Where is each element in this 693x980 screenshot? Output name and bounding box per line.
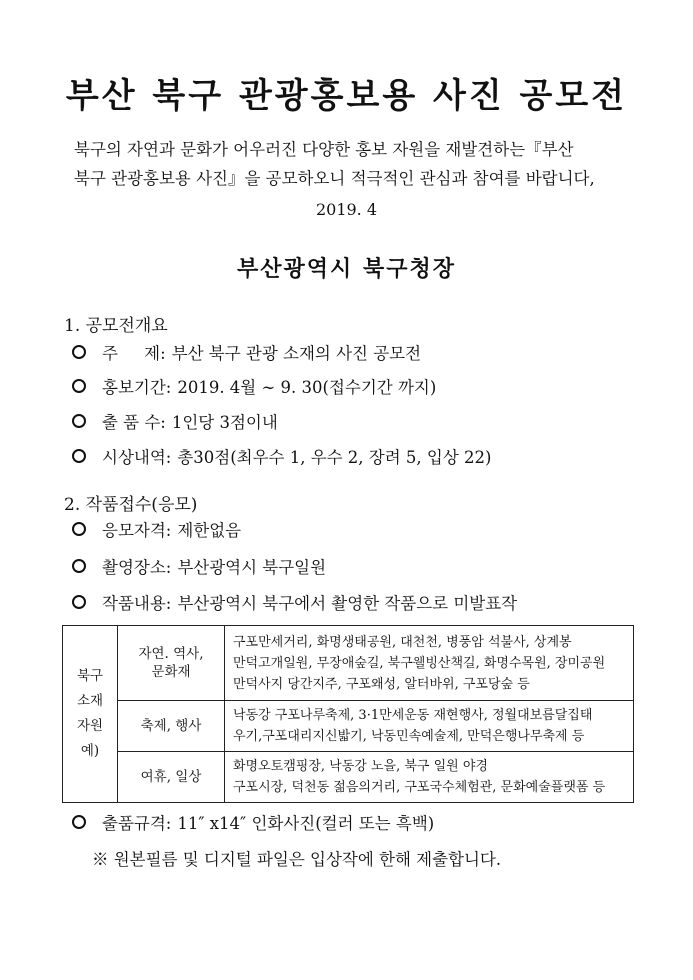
section1-item-prizes bbox=[72, 444, 491, 468]
item-value: 부산광역시 북구일원 bbox=[177, 558, 327, 577]
description-line: 구포만세거리, 화명생태공원, 대천천, 병풍암 석불사, 상계봉 bbox=[233, 634, 572, 650]
description-line: 낙동강 구포나루축제, 3·1만세운동 재현행사, 정월대보름달집태 bbox=[233, 708, 593, 723]
table-row-header bbox=[63, 626, 118, 803]
description-line: 우기,구포대리지신밟기, 낙동민속예술제, 만덕은행나무축제 등 bbox=[233, 729, 585, 744]
section1-item-count bbox=[72, 409, 278, 433]
item-label: 출 품 수: bbox=[102, 413, 166, 432]
circle-bullet-icon bbox=[72, 449, 86, 463]
description-cell bbox=[225, 701, 634, 752]
intro-line-2: 북구 관광홍보용 사진』을 공모하오니 적극적인 관심과 참여를 바랍니다, bbox=[74, 169, 595, 188]
description-line: 만덕사지 당간지주, 구포왜성, 알터바위, 구포당숲 등 bbox=[233, 676, 530, 692]
description-cell bbox=[225, 752, 634, 803]
category-line: 문화재 bbox=[151, 664, 191, 680]
document-title: 부산 북구 관광홍보용 사진 공모전 bbox=[65, 76, 628, 116]
circle-bullet-icon bbox=[72, 522, 86, 536]
table-row bbox=[63, 752, 634, 803]
section2-item-eligibility bbox=[72, 517, 241, 541]
circle-bullet-icon bbox=[72, 414, 86, 428]
category-cell bbox=[118, 752, 225, 803]
circle-bullet-icon bbox=[72, 379, 86, 393]
section1-item-theme bbox=[72, 340, 421, 364]
description-line: 구포시장, 덕천동 젊음의거리, 구포국수체험관, 문화예술플랫폼 등 bbox=[233, 780, 606, 795]
intro-line-1: 북구의 자연과 문화가 어우러진 다양한 홍보 자원을 재발견하는『부산 bbox=[74, 140, 574, 159]
item-label: 작품내용: bbox=[102, 594, 172, 613]
item-value: 제한없음 bbox=[177, 521, 242, 540]
item-value: 11″ x14″ 인화사진(컬러 또는 흑백) bbox=[177, 814, 435, 833]
table-row bbox=[63, 626, 634, 701]
item-label: 시상내역: bbox=[102, 448, 172, 467]
category-line: 여휴, 일상 bbox=[140, 769, 202, 785]
description-line: 만덕고개일원, 무장애숲길, 북구웰빙산책길, 화명수목원, 장미공원 bbox=[233, 655, 606, 671]
category-line: 축제, 행사 bbox=[140, 718, 202, 734]
category-cell bbox=[118, 626, 225, 701]
submission-note: ※ 원본필름 및 디지털 파일은 입상작에 한해 제출합니다. bbox=[92, 850, 502, 869]
item-value: 부산 북구 관광 소재의 사진 공모전 bbox=[171, 344, 422, 363]
item-value: 1인당 3점이내 bbox=[171, 413, 278, 432]
circle-bullet-icon bbox=[72, 345, 86, 359]
section2-item-content bbox=[72, 590, 517, 614]
spec-item bbox=[72, 810, 434, 834]
section1-item-period bbox=[72, 374, 436, 398]
section2-heading: 2. 작품접수(응모) bbox=[64, 495, 198, 515]
item-label: 출품규격: bbox=[102, 814, 172, 833]
category-cell bbox=[118, 701, 225, 752]
circle-bullet-icon bbox=[72, 559, 86, 573]
section1-heading: 1. 공모전개요 bbox=[64, 316, 168, 336]
description-line: 화명오토캠핑장, 낙동강 노을, 북구 일원 야경 bbox=[233, 759, 488, 774]
issue-date: 2019. 4 bbox=[315, 200, 378, 219]
table-row bbox=[63, 701, 634, 752]
row-header-line: 북구 bbox=[76, 668, 104, 684]
circle-bullet-icon bbox=[72, 815, 86, 829]
category-line: 자연. 역사, bbox=[138, 646, 204, 662]
section2-item-location bbox=[72, 554, 326, 578]
item-label: 촬영장소: bbox=[102, 558, 172, 577]
item-value: 부산광역시 북구에서 촬영한 작품으로 미발표작 bbox=[177, 594, 518, 613]
item-value: 2019. 4월 ∼ 9. 30(접수기간 까지) bbox=[177, 378, 437, 397]
item-value: 총30점(최우수 1, 우수 2, 장려 5, 입상 22) bbox=[177, 448, 492, 467]
description-cell bbox=[225, 626, 634, 701]
organizer-name: 부산광역시 북구청장 bbox=[237, 257, 456, 282]
row-header-line: 자원 bbox=[76, 718, 104, 734]
item-label: 홍보기간: bbox=[102, 378, 172, 397]
resource-table bbox=[62, 625, 634, 803]
item-label: 응모자격: bbox=[102, 521, 172, 540]
row-header-line: 소재 bbox=[76, 693, 104, 709]
item-label: 주 제: bbox=[102, 344, 166, 363]
row-header-line: 예) bbox=[80, 743, 100, 759]
circle-bullet-icon bbox=[72, 595, 86, 609]
